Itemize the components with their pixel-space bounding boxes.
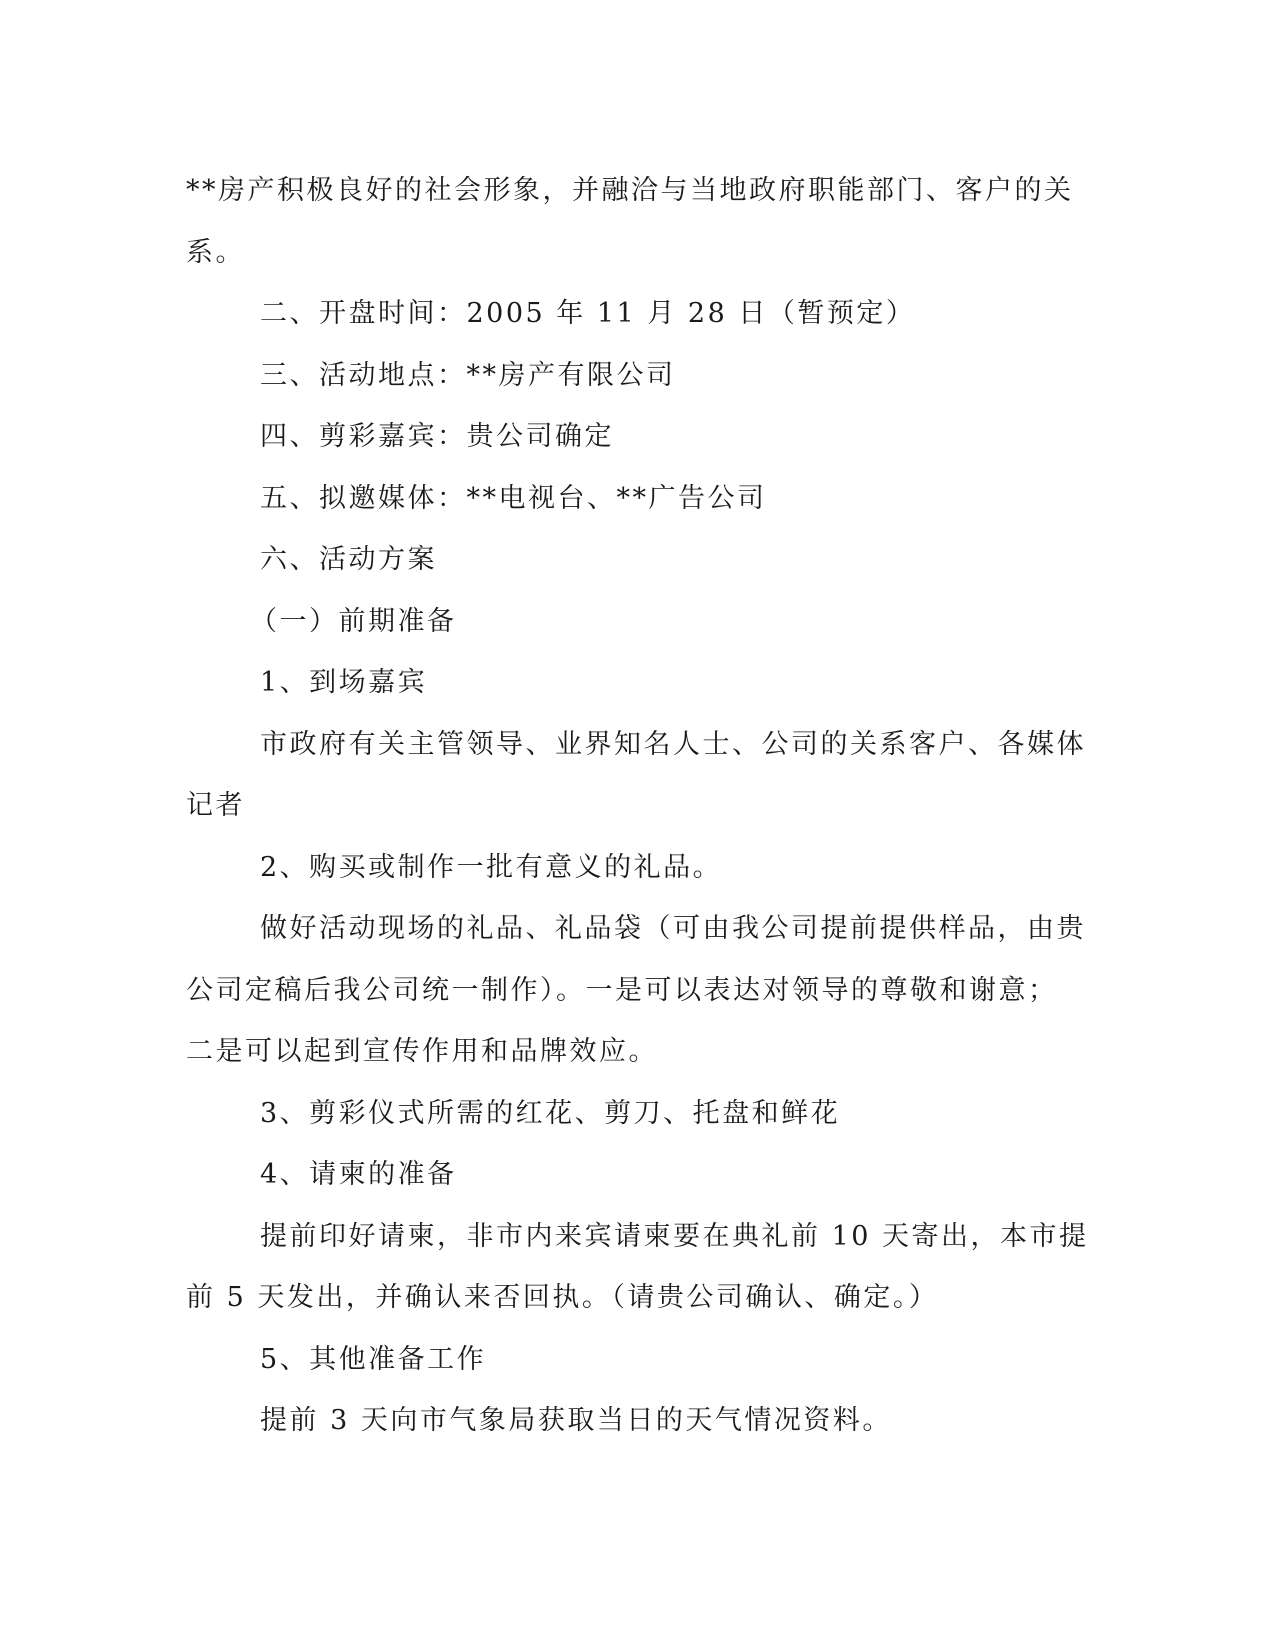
section-heading-venue: 三、活动地点：**房产有限公司 (260, 359, 676, 391)
paragraph-line: **房产积极良好的社会形象，并融洽与当地政府职能部门、客户的关 (186, 175, 1074, 206)
item-heading-ribbon-cutting: 3、剪彩仪式所需的红花、剪刀、托盘和鲜花 (260, 1097, 841, 1129)
paragraph-line: 做好活动现场的礼品、礼品袋（可由我公司提前提供样品，由贵 (260, 913, 1086, 944)
paragraph-line: 提前 3 天向市气象局获取当日的天气情况资料。 (260, 1405, 892, 1436)
subsection-heading-preparation: （一）前期准备 (250, 605, 457, 637)
paragraph-line: 二是可以起到宣传作用和品牌效应。 (186, 1036, 658, 1067)
section-heading-media: 五、拟邀媒体：**电视台、**广告公司 (260, 482, 767, 514)
item-heading-invitations: 4、请柬的准备 (260, 1159, 457, 1190)
paragraph-line: 系。 (186, 236, 245, 268)
item-heading-guests: 1、到场嘉宾 (260, 667, 428, 698)
paragraph-line: 记者 (186, 790, 245, 821)
document-body (186, 160, 1089, 1452)
item-heading-other-preparation: 5、其他准备工作 (260, 1343, 487, 1375)
paragraph-line: 提前印好请柬，非市内来宾请柬要在典礼前 10 天寄出，本市提 (260, 1220, 1089, 1252)
section-heading-opening-time: 二、开盘时间：2005 年 11 月 28 日（暂预定） (260, 298, 916, 329)
paragraph-line: 市政府有关主管领导、业界知名人士、公司的关系客户、各媒体 (260, 728, 1086, 760)
paragraph-line: 公司定稿后我公司统一制作）。一是可以表达对领导的尊敬和谢意； (186, 974, 1058, 1006)
item-heading-gifts: 2、购买或制作一批有意义的礼品。 (260, 851, 723, 883)
section-heading-guests: 四、剪彩嘉宾：贵公司确定 (260, 421, 614, 452)
section-heading-plan: 六、活动方案 (260, 544, 437, 575)
paragraph-line: 前 5 天发出，并确认来否回执。（请贵公司确认、确定。） (186, 1282, 939, 1313)
